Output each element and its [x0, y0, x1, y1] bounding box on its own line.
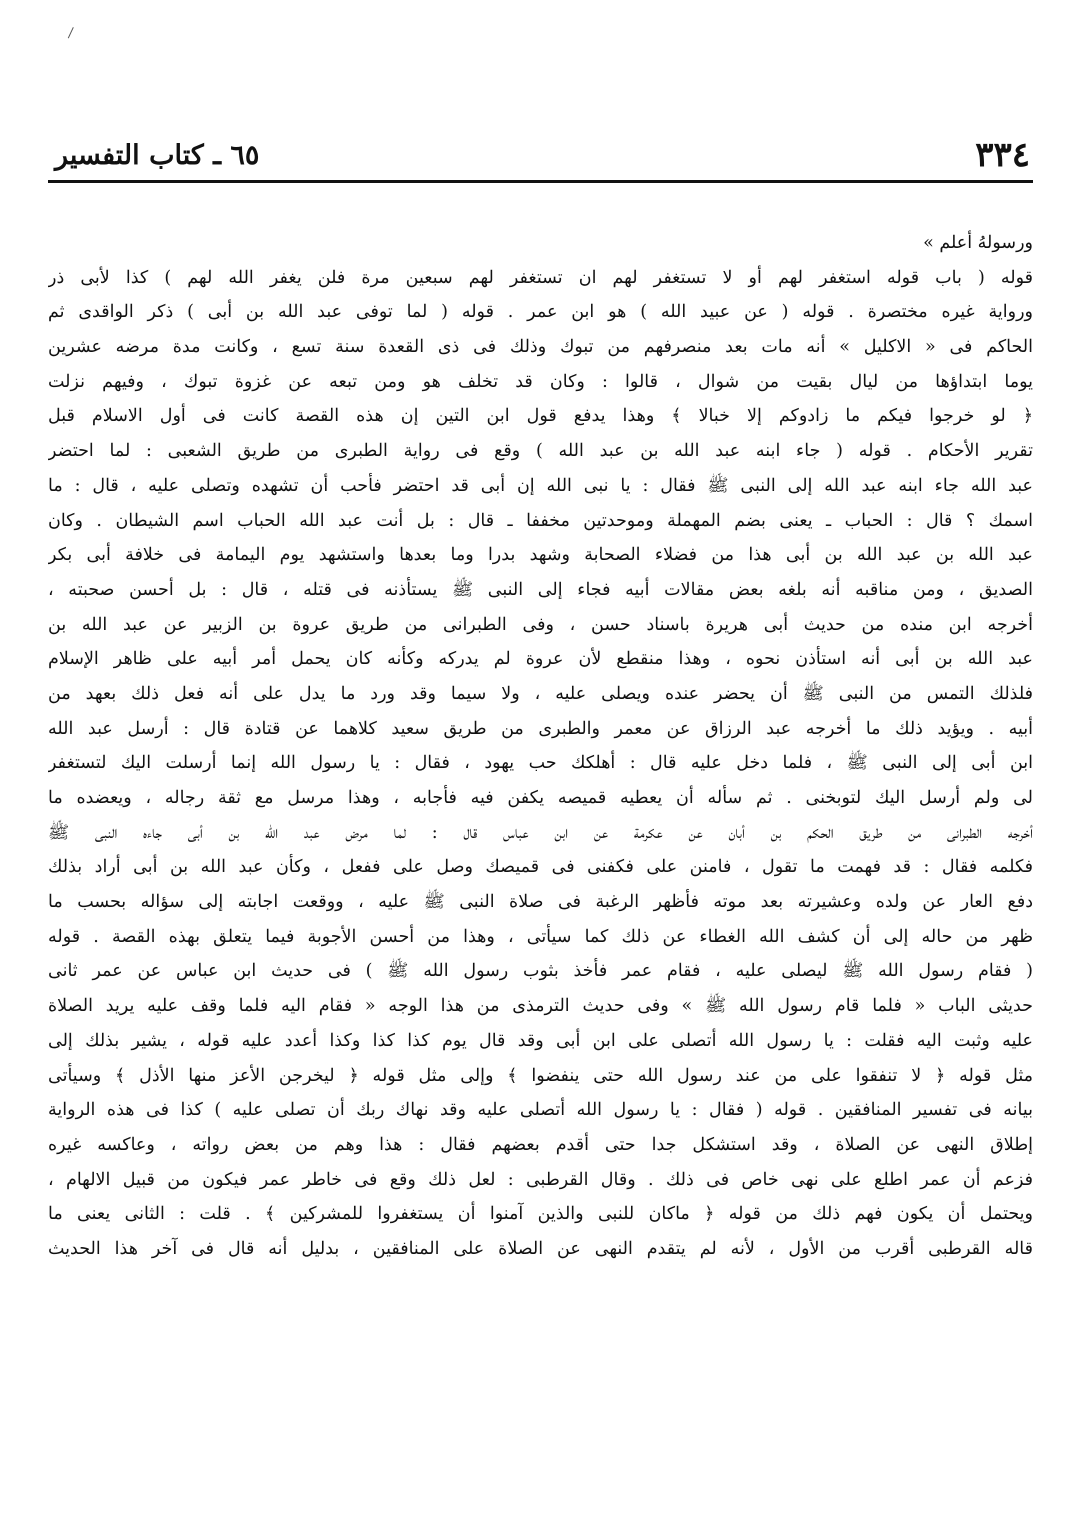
text-line: فكلمه فقال : قد فهمت ما تقول ، فامنن على فكفنى فى قميصك وصل على ففعل ، وكأن عبد الله بن أبى أراد بذلك — [48, 857, 1033, 878]
text-line: أخرجه ابن منده من حديث أبى هريرة باسناد حسن ، وفى الطبرانى من طريق عروة بن الزبير عن عبد الله بن — [48, 614, 1033, 635]
text-line: عليه وثبت اليه فقلت : يا رسول الله أتصلى على ابن أبى وقد قال يوم كذا كذا وكذا أعدد عليه قوله ، يشير بذلك إلى — [48, 1030, 1033, 1051]
text-line: ويحتمل أن يكون فهم ذلك من قوله ﴿ ماكان للنبى والذين آمنوا أن يستغفروا للمشركين ﴾ . قلت : الثانى يعنى ما — [48, 1204, 1033, 1225]
text-line: اسمك ؟ قال : الحباب ـ يعنى بضم المهملة وموحدتين مخففا ـ قال : بل أنت عبد الله الحباب اسم الشيطان . وكان — [48, 510, 1033, 531]
text-line: قاله القرطبى أقرب من الأول ، لأنه لم يتقدم النهى عن الصلاة على المنافقين ، بدليل أنه قال فى آخر هذا الحديث — [48, 1238, 1033, 1259]
text-line: قوله ( باب قوله استغفر لهم أو لا تستغفر لهم ان تستغفر لهم سبعين مرة فلن يغفر الله لهم ) كذا لأبى ذر — [48, 267, 1033, 288]
text-line: عبد الله بن أبى أنه استأذن نحوه ، وهذا منقطع لأن عروة لم يدركه وكأنه كان يحمل أمر أبيه على ظاهر الإسلام — [48, 649, 1033, 670]
header-rule — [48, 180, 1033, 183]
text-line: دفع العار عن ولده وعشيرته بعد موته فأظهر الرغبة فى صلاة النبى ﷺ عليه ، ووقعت اجابته إلى سؤاله بحسب ما — [48, 892, 1033, 913]
text-line: بيانه فى تفسير المنافقين . قوله ( فقال : يا رسول الله أتصلى عليه وقد نهاك ربك أن تصلى عليه ) كذا فى هذه الرواية — [48, 1100, 1033, 1121]
text-line: ( فقام رسول الله ﷺ ليصلى عليه ، فقام عمر فأخذ بثوب رسول الله ﷺ ) فى حديث ابن عباس عن عمر ثانى — [48, 961, 1033, 982]
text-line: يوما ابتداؤها من ليال بقيت من شوال ، قالوا : وكان قد تخلف هو ومن تبعه عن غزوة تبوك ، وفيهم نزلت — [48, 371, 1033, 392]
text-line: ظهر من حاله إلى أن كشف الله الغطاء عن ذلك كما سيأتى ، وهذا من أحسن الأجوبة فيما يتعلق بهذه القصة . قوله — [48, 926, 1033, 947]
text-line: عبد الله جاء ابنه عبد الله إلى النبى ﷺ فقال : يا نبى الله إن أبى قد احتضر فأحب أن تشهده وتصلى عليه ، قال : ما — [48, 475, 1033, 496]
text-line: إطلاق النهى عن الصلاة ، وقد استشكل جدا حتى أقدم بعضهم فقال : هذا وهم من بعض رواته ، وعاكسه غيره — [48, 1134, 1033, 1155]
text-line: حديثى الباب « فلما قام رسول الله ﷺ » وفى حديث الترمذى من هذا الوجه « فقام اليه فلما وقف عليه يريد الصلاة — [48, 996, 1033, 1017]
text-line: ﴿ لو خرجوا فيكم ما زادوكم إلا خبالا ﴾ وهذا يدفع قول ابن التين إن هذه القصة كانت فى أول الاسلام قبل — [48, 406, 1033, 427]
text-line: ابن أبى إلى النبى ﷺ ، فلما دخل عليه قال : أهلكك حب يهود ، فقال : يا رسول الله إنما أرسلت اليك لتستغفر — [48, 753, 1033, 774]
text-line: الصديق ، ومن مناقبه أنه بلغه بعض مقالات أبيه فجاء إلى النبى ﷺ يستأذنه فى قتله ، قال : بل أحسن صحبته ، — [48, 579, 1033, 600]
margin-mark — [68, 27, 79, 41]
running-head: ٦٥ ـ كتاب التفسير — [55, 140, 260, 171]
body-text — [48, 226, 1033, 1267]
page-number: ٣٣٤ — [975, 135, 1030, 175]
text-line: ورسولهُ أعلم » — [923, 233, 1033, 253]
text-line: فلذلك التمس من النبى ﷺ أن يحضر عنده ويصلى عليه ، ولا سيما وقد ورد ما يدل على أنه فعل ذلك بعهد من — [48, 683, 1033, 704]
text-line: أبيه . ويؤيد ذلك ما أخرجه عبد الرزاق عن معمر والطبرى من طريق سعيد كلاهما عن قتادة قال : أرسل عبد الله — [48, 718, 1033, 739]
text-line: ورواية غيره مختصرة . قوله ( عن عبيد الله ) هو ابن عمر . قوله ( لما توفى عبد الله بن أبى ) ذكر الواقدى ثم — [48, 302, 1033, 323]
page-header — [55, 132, 1030, 178]
text-line: مثل قوله ﴿ لا تنفقوا على من عند رسول الله حتى ينفضوا ﴾ وإلى مثل قوله ﴿ ليخرجن الأعز منها الأذل ﴾ وسيأتى — [48, 1065, 1033, 1086]
text-line: فزعم أن عمر اطلع على نهى خاص فى ذلك . وقال القرطبى : لعل ذلك وقع فى خاطر عمر فيكون من قبيل الالهام ، — [48, 1169, 1033, 1190]
text-line: تقرير الأحكام . قوله ( جاء ابنه عبد الله بن عبد الله ) وقع فى رواية الطبرى من طريق الشعبى : لما احتضر — [48, 441, 1033, 462]
text-line: عبد الله بن عبد الله بن أبى هذا من فضلاء الصحابة وشهد بدرا وما بعدها واستشهد يوم اليمامة فى خلافة أبى بكر — [48, 545, 1033, 566]
text-line: الحاكم فى « الاكليل » أنه مات بعد منصرفهم من تبوك وذلك فى ذى القعدة سنة تسع ، وكانت مدة مرضه عشرين — [48, 337, 1033, 358]
text-line: أخرجه الطبرانى من طريق الحكم بن أبان عن عكرمة عن ابن عباس قال : لما مرض عبد الله بن أبى جاءه النبى ﷺ — [48, 822, 1033, 843]
text-line: لى ولم أرسل اليك لتوبخنى . ثم سأله أن يعطيه قميصه يكفن فيه فأجابه ، وهذا مرسل مع ثقة رجاله ، ويعضده ما — [48, 788, 1033, 808]
